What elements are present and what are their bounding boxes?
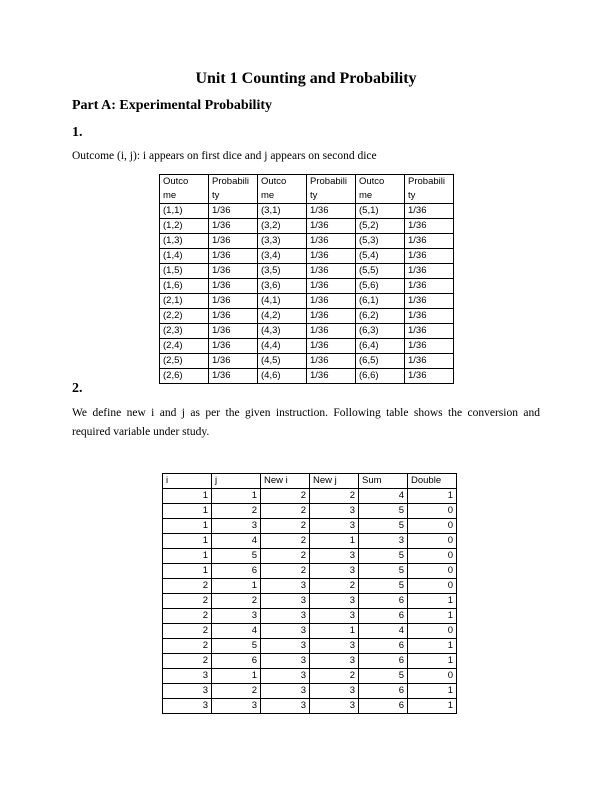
table-cell: 0 — [408, 624, 457, 639]
table-cell: 2 — [163, 639, 212, 654]
table-cell: 4 — [212, 624, 261, 639]
table-cell: 3 — [212, 609, 261, 624]
table-row — [163, 639, 457, 654]
table-row — [160, 219, 454, 234]
table-cell: 0 — [408, 534, 457, 549]
table-cell: 6 — [359, 699, 408, 714]
table-cell: 1/36 — [405, 279, 454, 294]
table-cell: 1/36 — [405, 369, 454, 384]
table-cell: 1 — [212, 579, 261, 594]
table-cell: 1/36 — [209, 264, 258, 279]
table-cell: 1/36 — [209, 234, 258, 249]
table-cell: 1/36 — [209, 339, 258, 354]
header-text-line: Probabili — [212, 176, 249, 187]
table-cell: 3 — [310, 519, 359, 534]
table-cell: (4,6) — [258, 369, 307, 384]
table-row — [160, 369, 454, 384]
table-row — [163, 519, 457, 534]
table-cell: 3 — [261, 579, 310, 594]
table-cell: 2 — [261, 564, 310, 579]
table-cell: 4 — [212, 534, 261, 549]
header-text-line: Probabili — [408, 176, 445, 187]
table-cell: 1 — [408, 594, 457, 609]
table-cell: 6 — [359, 609, 408, 624]
table-header-cell: i — [163, 474, 212, 489]
table-cell: 3 — [310, 504, 359, 519]
question-2-text: We define new i and j as per the given instruction. Following table shows the conversion and required variable under study. — [72, 407, 540, 438]
table-cell: 1/36 — [209, 354, 258, 369]
table-cell: (3,6) — [258, 279, 307, 294]
table-cell: 1/36 — [405, 234, 454, 249]
table-cell: 6 — [359, 639, 408, 654]
table-cell: 0 — [408, 579, 457, 594]
table-cell: 1/36 — [209, 309, 258, 324]
table-cell: 1/36 — [307, 324, 356, 339]
table-row — [163, 654, 457, 669]
table-cell: 5 — [359, 504, 408, 519]
table-cell: 1/36 — [307, 369, 356, 384]
table-cell: 3 — [261, 609, 310, 624]
table-cell: 1/36 — [307, 234, 356, 249]
table-cell: 5 — [212, 549, 261, 564]
table-cell: 4 — [359, 489, 408, 504]
table-cell: (1,4) — [160, 249, 209, 264]
table-cell: 1/36 — [209, 204, 258, 219]
table-cell: 1/36 — [307, 309, 356, 324]
table-header-cell — [160, 175, 209, 204]
table-cell: 1 — [408, 699, 457, 714]
table-cell: (1,2) — [160, 219, 209, 234]
table-row — [163, 504, 457, 519]
table-row — [160, 339, 454, 354]
header-text-line: ty — [408, 190, 416, 201]
table-cell: 1/36 — [209, 279, 258, 294]
table-cell: (2,3) — [160, 324, 209, 339]
table-cell: 3 — [310, 609, 359, 624]
table-cell: (6,1) — [356, 294, 405, 309]
table-cell: 2 — [163, 579, 212, 594]
table-row — [163, 669, 457, 684]
table-cell: 1 — [408, 489, 457, 504]
question-2-number: 2. — [72, 381, 83, 396]
table-cell: (3,2) — [258, 219, 307, 234]
table-cell: 2 — [310, 579, 359, 594]
table-cell: 6 — [359, 684, 408, 699]
header-text-line: me — [163, 190, 177, 201]
table-cell: 1/36 — [307, 249, 356, 264]
table-cell: (3,3) — [258, 234, 307, 249]
table-cell: 6 — [212, 564, 261, 579]
table-cell: 2 — [212, 594, 261, 609]
table-cell: (4,3) — [258, 324, 307, 339]
table-cell: 5 — [359, 549, 408, 564]
table-cell: 2 — [261, 489, 310, 504]
table-cell: 3 — [261, 639, 310, 654]
table-cell: (1,5) — [160, 264, 209, 279]
table-row — [163, 609, 457, 624]
table-cell: (4,4) — [258, 339, 307, 354]
table-cell: 1/36 — [307, 294, 356, 309]
table-cell: 0 — [408, 564, 457, 579]
table-row — [160, 354, 454, 369]
table-cell: 5 — [359, 669, 408, 684]
table-cell: 1/36 — [307, 354, 356, 369]
table-row — [160, 279, 454, 294]
table-cell: 3 — [310, 684, 359, 699]
table-cell: 5 — [212, 639, 261, 654]
table-header-cell: New j — [310, 474, 359, 489]
table-cell: (6,2) — [356, 309, 405, 324]
table-cell: 1/36 — [405, 354, 454, 369]
table-cell: 2 — [212, 684, 261, 699]
table-cell: 0 — [408, 519, 457, 534]
table-cell: 1 — [408, 609, 457, 624]
table-cell: (1,6) — [160, 279, 209, 294]
table-cell: (2,1) — [160, 294, 209, 309]
table-cell: 1/36 — [307, 219, 356, 234]
table-row — [163, 684, 457, 699]
table-header-cell — [405, 175, 454, 204]
table-cell: 2 — [261, 504, 310, 519]
table-cell: 3 — [261, 624, 310, 639]
table-row — [163, 549, 457, 564]
table-cell: (6,6) — [356, 369, 405, 384]
table-cell: (5,2) — [356, 219, 405, 234]
table-cell: 1 — [212, 669, 261, 684]
table-cell: 3 — [310, 549, 359, 564]
table-cell: (3,5) — [258, 264, 307, 279]
table-cell: 1 — [163, 549, 212, 564]
table-cell: (2,6) — [160, 369, 209, 384]
table-cell: (4,5) — [258, 354, 307, 369]
table-cell: 3 — [310, 654, 359, 669]
part-a-heading: Part A: Experimental Probability — [72, 98, 272, 113]
header-text-line: Outco — [261, 176, 287, 187]
table-cell: (5,3) — [356, 234, 405, 249]
table-cell: 3 — [212, 699, 261, 714]
table-cell: 5 — [359, 564, 408, 579]
table-cell: 1 — [212, 489, 261, 504]
question-1-text: Outcome (i, j): i appears on first dice and j appears on second dice — [72, 150, 377, 162]
table-cell: (6,5) — [356, 354, 405, 369]
table-cell: 2 — [163, 594, 212, 609]
table-row — [160, 234, 454, 249]
question-1-number: 1. — [72, 125, 83, 140]
table-header-cell: j — [212, 474, 261, 489]
table-cell: 5 — [359, 579, 408, 594]
header-text-line: me — [359, 190, 373, 201]
table-cell: 0 — [408, 504, 457, 519]
table-row — [163, 489, 457, 504]
table-cell: 1/36 — [405, 249, 454, 264]
table-header-row — [163, 474, 457, 489]
table-cell: (2,4) — [160, 339, 209, 354]
table-cell: 2 — [310, 669, 359, 684]
table-row — [163, 699, 457, 714]
table-cell: 1 — [310, 534, 359, 549]
table-header-cell — [209, 175, 258, 204]
table-cell: (4,1) — [258, 294, 307, 309]
table-cell: 1/36 — [307, 279, 356, 294]
table-row — [163, 624, 457, 639]
table-cell: 1/36 — [209, 219, 258, 234]
table-header-row — [160, 175, 454, 204]
table-cell: 1/36 — [405, 264, 454, 279]
table-cell: 1 — [163, 519, 212, 534]
table-cell: 3 — [212, 519, 261, 534]
table-cell: 1 — [163, 489, 212, 504]
table-cell: 2 — [261, 519, 310, 534]
table-cell: 6 — [359, 654, 408, 669]
table-cell: 1/36 — [209, 294, 258, 309]
table-cell: 3 — [310, 639, 359, 654]
table-cell: 2 — [212, 504, 261, 519]
table-cell: 3 — [310, 564, 359, 579]
table-cell: (5,6) — [356, 279, 405, 294]
table-cell: 1 — [408, 639, 457, 654]
table-cell: 0 — [408, 549, 457, 564]
table-cell: 1 — [163, 504, 212, 519]
table-cell: 2 — [310, 489, 359, 504]
table-cell: 3 — [310, 699, 359, 714]
table-cell: 6 — [359, 594, 408, 609]
table-cell: (2,2) — [160, 309, 209, 324]
table-header-cell: Double — [408, 474, 457, 489]
header-text-line: me — [261, 190, 275, 201]
table-row — [160, 204, 454, 219]
conversion-table — [162, 473, 457, 714]
table-cell: 1 — [408, 654, 457, 669]
table-cell: (2,5) — [160, 354, 209, 369]
outcome-probability-table — [159, 174, 454, 384]
table-cell: 6 — [212, 654, 261, 669]
header-text-line: Probabili — [310, 176, 347, 187]
table-cell: (6,3) — [356, 324, 405, 339]
table-cell: 3 — [163, 699, 212, 714]
table-cell: 3 — [310, 594, 359, 609]
table-cell: (3,1) — [258, 204, 307, 219]
table-header-cell: New i — [261, 474, 310, 489]
table-row — [160, 249, 454, 264]
table-cell: 3 — [261, 699, 310, 714]
table-header-cell — [307, 175, 356, 204]
header-text-line: ty — [212, 190, 220, 201]
table-row — [163, 579, 457, 594]
table-cell: 4 — [359, 624, 408, 639]
table-cell: (5,4) — [356, 249, 405, 264]
table-cell: 1/36 — [307, 264, 356, 279]
table-row — [163, 564, 457, 579]
table-row — [163, 594, 457, 609]
table-cell: 3 — [261, 684, 310, 699]
table-cell: 2 — [261, 549, 310, 564]
table-header-cell — [258, 175, 307, 204]
table-cell: 2 — [163, 609, 212, 624]
table-cell: 0 — [408, 669, 457, 684]
table-cell: 2 — [163, 654, 212, 669]
table-cell: 1/36 — [405, 219, 454, 234]
table-cell: 1/36 — [405, 204, 454, 219]
table-cell: 1/36 — [209, 324, 258, 339]
table-header-cell: Sum — [359, 474, 408, 489]
table-row — [160, 324, 454, 339]
table-cell: 1/36 — [307, 204, 356, 219]
table-cell: (5,5) — [356, 264, 405, 279]
table-cell: 1/36 — [307, 339, 356, 354]
table-cell: (3,4) — [258, 249, 307, 264]
table-cell: 1/36 — [405, 339, 454, 354]
table-cell: 1/36 — [405, 324, 454, 339]
table-cell: 2 — [163, 624, 212, 639]
table-cell: 1 — [163, 534, 212, 549]
table-cell: (1,1) — [160, 204, 209, 219]
table-cell: 1/36 — [209, 249, 258, 264]
table-row — [160, 309, 454, 324]
table-row — [160, 264, 454, 279]
table-row — [163, 534, 457, 549]
table-cell: 1/36 — [405, 294, 454, 309]
table-row — [160, 294, 454, 309]
header-text-line: Outco — [163, 176, 189, 187]
table-cell: (6,4) — [356, 339, 405, 354]
table-cell: 3 — [359, 534, 408, 549]
table-header-cell — [356, 175, 405, 204]
header-text-line: ty — [310, 190, 318, 201]
table-cell: 1/36 — [405, 309, 454, 324]
table-cell: (4,2) — [258, 309, 307, 324]
table-cell: 5 — [359, 519, 408, 534]
table-cell: 1 — [310, 624, 359, 639]
page-title: Unit 1 Counting and Probability — [195, 70, 417, 87]
table-cell: 2 — [261, 534, 310, 549]
table-cell: 1/36 — [209, 369, 258, 384]
table-cell: (1,3) — [160, 234, 209, 249]
table-cell: 3 — [261, 669, 310, 684]
table-cell: 3 — [163, 684, 212, 699]
table-cell: 3 — [261, 654, 310, 669]
table-cell: 1 — [408, 684, 457, 699]
table-cell: 3 — [261, 594, 310, 609]
header-text-line: Outco — [359, 176, 385, 187]
table-cell: (5,1) — [356, 204, 405, 219]
table-cell: 1 — [163, 564, 212, 579]
table-cell: 3 — [163, 669, 212, 684]
